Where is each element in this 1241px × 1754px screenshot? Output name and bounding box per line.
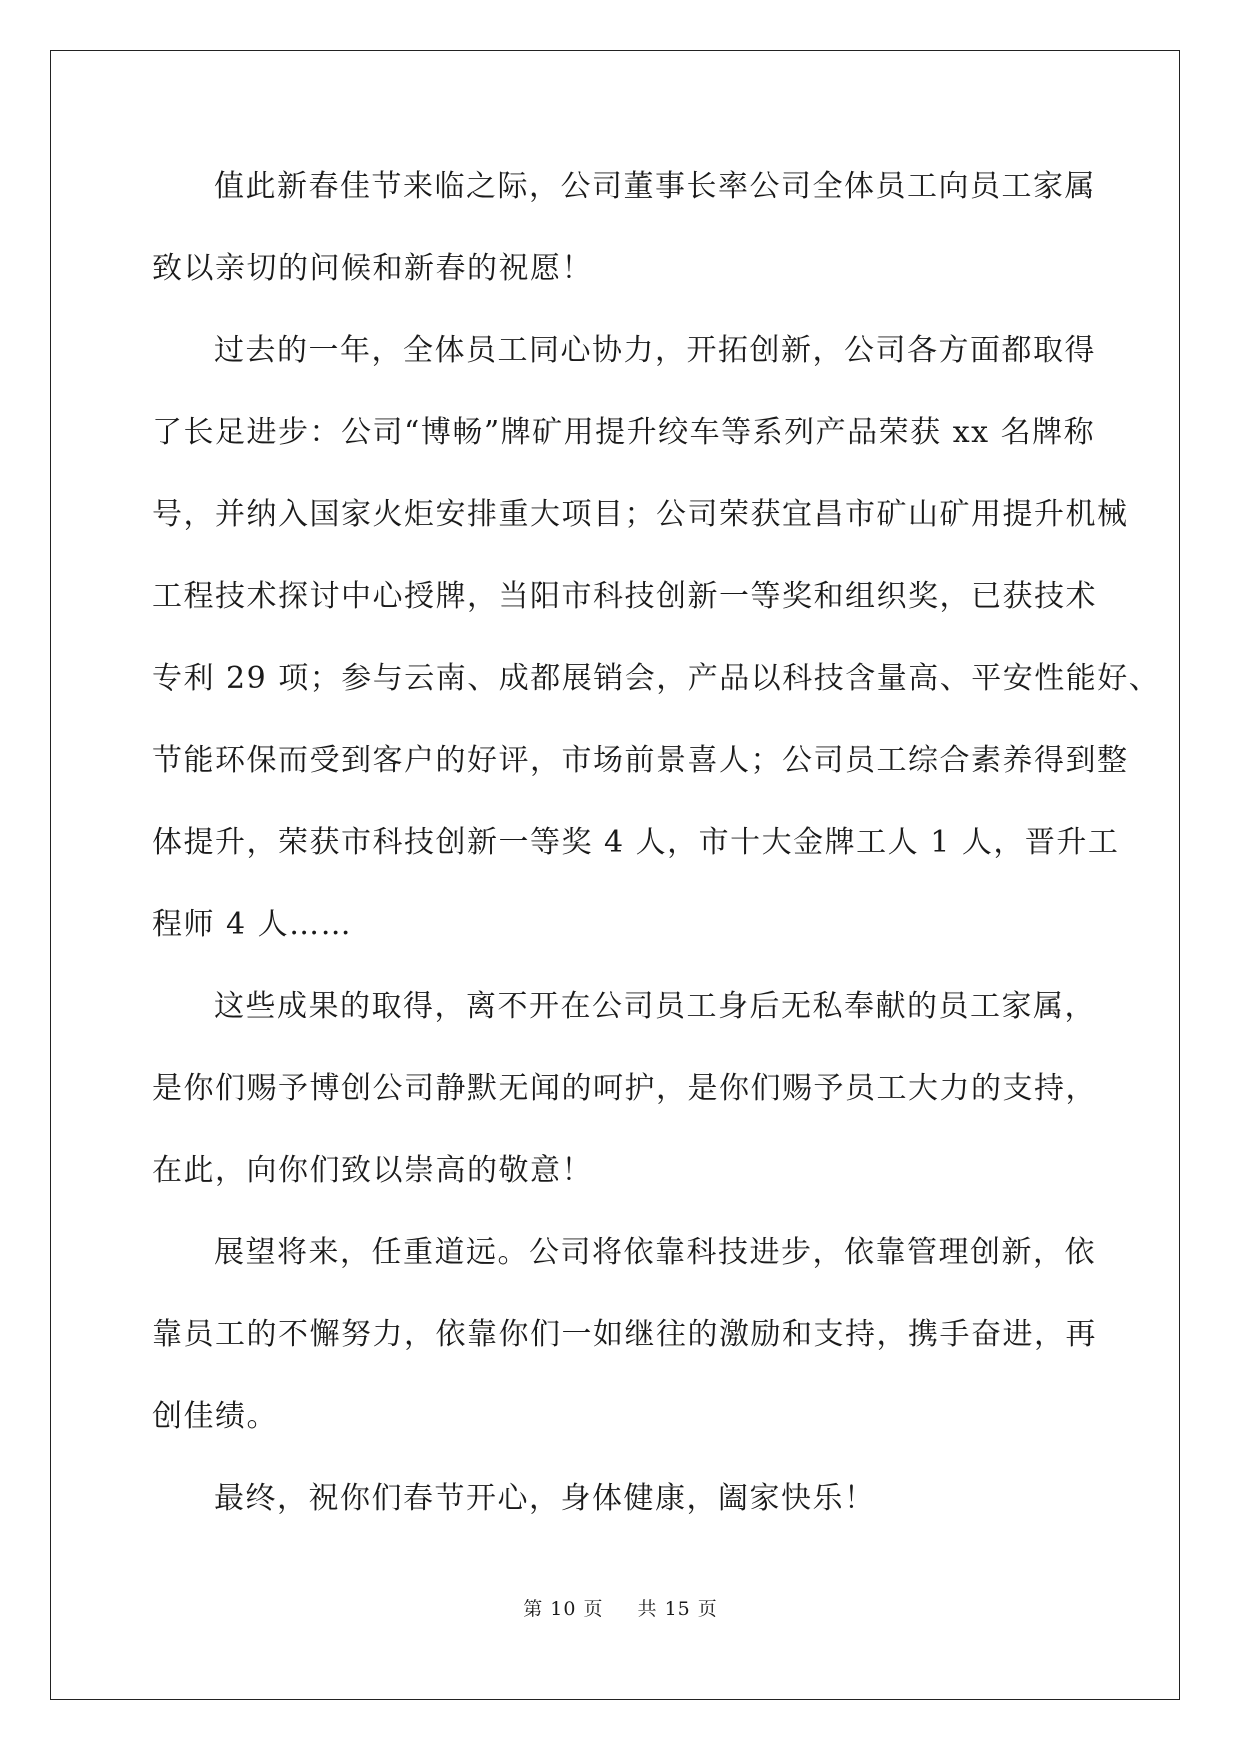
paragraph-2-line-7: 体提升，荣获市科技创新一等奖 4 人，市十大金牌工人 1 人，晋升工 — [152, 825, 1120, 860]
paragraph-3-line-2: 是你们赐予博创公司静默无闻的呵护，是你们赐予员工大力的支持， — [152, 1071, 1097, 1106]
page-total: 共 15 页 — [637, 1598, 718, 1620]
page-footer — [0, 1594, 1241, 1621]
paragraph-2-line-8: 程师 4 人…… — [152, 907, 353, 942]
paragraph-1-line-2: 致以亲切的问候和新春的祝愿！ — [152, 251, 593, 286]
paragraph-2-line-4: 工程技术探讨中心授牌，当阳市科技创新一等奖和组织奖，已获技术 — [152, 579, 1097, 614]
paragraph-1-line-1: 值此新春佳节来临之际，公司董事长率公司全体员工向员工家属 — [214, 169, 1096, 204]
page-number: 第 10 页 — [523, 1598, 604, 1620]
paragraph-3-line-1: 这些成果的取得，离不开在公司员工身后无私奉献的员工家属， — [214, 989, 1096, 1024]
letter-body — [152, 146, 1161, 1540]
paragraph-5-line-1: 最终，祝你们春节开心，身体健康，阖家快乐！ — [214, 1481, 876, 1516]
paragraph-2-line-6: 节能环保而受到客户的好评，市场前景喜人；公司员工综合素养得到整 — [152, 743, 1129, 778]
paragraph-4-line-1: 展望将来，任重道远。公司将依靠科技进步，依靠管理创新，依 — [214, 1235, 1096, 1270]
paragraph-4-line-3: 创佳绩。 — [152, 1399, 278, 1434]
paragraph-2-line-1: 过去的一年，全体员工同心协力，开拓创新，公司各方面都取得 — [214, 333, 1096, 368]
paragraph-2-line-2: 了长足进步：公司“博畅”牌矿用提升绞车等系列产品荣获 xx 名牌称 — [152, 415, 1096, 450]
paragraph-2-line-5: 专利 29 项；参与云南、成都展销会，产品以科技含量高、平安性能好、 — [152, 661, 1161, 696]
paragraph-3-line-3: 在此，向你们致以崇高的敬意！ — [152, 1153, 593, 1188]
paragraph-2-line-3: 号，并纳入国家火炬安排重大项目；公司荣获宜昌市矿山矿用提升机械 — [152, 497, 1129, 532]
paragraph-4-line-2: 靠员工的不懈努力，依靠你们一如继往的激励和支持，携手奋进，再 — [152, 1317, 1097, 1352]
